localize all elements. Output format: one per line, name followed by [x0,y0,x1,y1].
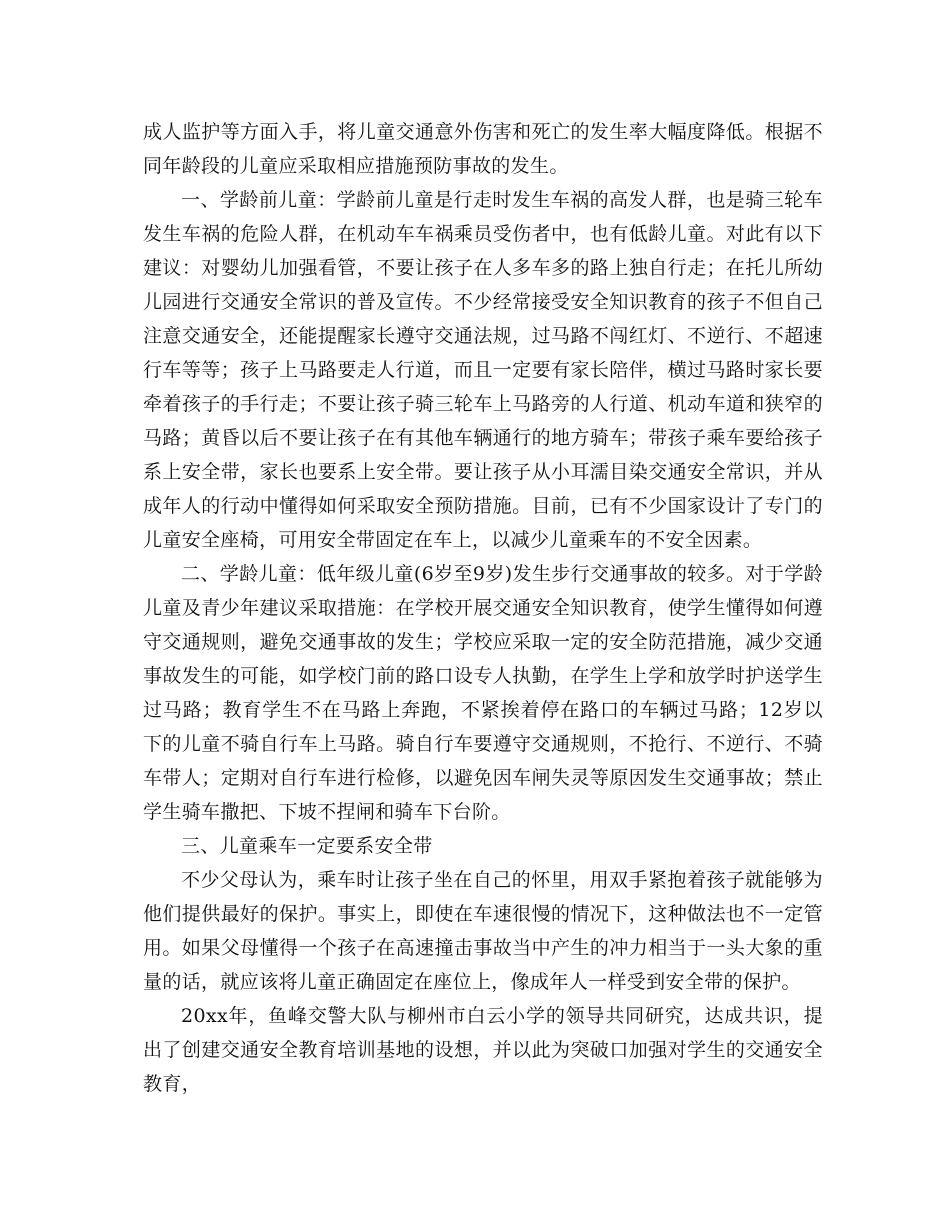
paragraph-school-age-children: 二、学龄儿童：低年级儿童(6岁至9岁)发生步行交通事故的较多。对于学龄儿童及青少年建议采取措施：在学校开展交通安全知识教育，使学生懂得如何遵守交通规则，避免交通事故的发生；学校应采取一定的安全防范措施，减少交通事故发生的可能，如学校门前的路口设专人执勤，在学生上学和放学时护送学生过马路；教育学生不在马路上奔跑，不紧挨着停在路口的车辆过马路；12岁以下的儿童不骑自行车上马路。骑自行车要遵守交通规则，不抢行、不逆行、不骑车带人；定期对自行车进行检修，以避免因车闸失灵等原因发生交通事故；禁止学生骑车撒把、下坡不捏闸和骑车下台阶。 [143,563,823,823]
paragraph-preschool-children: 一、学龄前儿童：学龄前儿童是行走时发生车祸的高发人群，也是骑三轮车发生车祸的危险人群，在机动车车祸乘员受伤者中，也有低龄儿童。对此有以下建议：对婴幼儿加强看管，不要让孩子在人多车多的路上独自行走；在托儿所幼儿园进行交通安全常识的普及宣传。不少经常接受安全知识教育的孩子不但自己注意交通安全，还能提醒家长遵守交通法规，过马路不闯红灯、不逆行、不超速行车等等；孩子上马路要走人行道，而且一定要有家长陪伴，横过马路时家长要牵着孩子的手行走；不要让孩子骑三轮车上马路旁的人行道、机动车道和狭窄的马路；黄昏以后不要让孩子在有其他车辆通行的地方骑车；带孩子乘车要给孩子系上安全带，家长也要系上安全带。要让孩子从小耳濡目染交通安全常识，并从成年人的行动中懂得如何采取安全预防措施。目前，已有不少国家设计了专门的儿童安全座椅，可用安全带固定在车上，以减少儿童乘车的不安全因素。 [143,189,823,551]
paragraph-parents-hold-child: 不少父母认为，乘车时让孩子坐在自己的怀里，用双手紧抱着孩子就能够为他们提供最好的保护。事实上，即使在车速很慢的情况下，这种做法也不一定管用。如果父母懂得一个孩子在高速撞击事故当中产生的冲力相当于一头大象的重量的话，就应该将儿童正确固定在座位上，像成年人一样受到安全带的保护。 [143,869,823,993]
document-body [143,115,823,1101]
paragraph-intro: 成人监护等方面入手，将儿童交通意外伤害和死亡的发生率大幅度降低。根据不同年龄段的儿童应采取相应措施预防事故的发生。 [143,121,823,177]
section-heading-seatbelt: 三、儿童乘车一定要系安全带 [181,835,433,857]
paragraph-education-base: 20xx年，鱼峰交警大队与柳州市白云小学的领导共同研究，达成共识，提出了创建交通安全教育培训基地的设想，并以此为突破口加强对学生的交通安全教育， [143,1005,823,1095]
